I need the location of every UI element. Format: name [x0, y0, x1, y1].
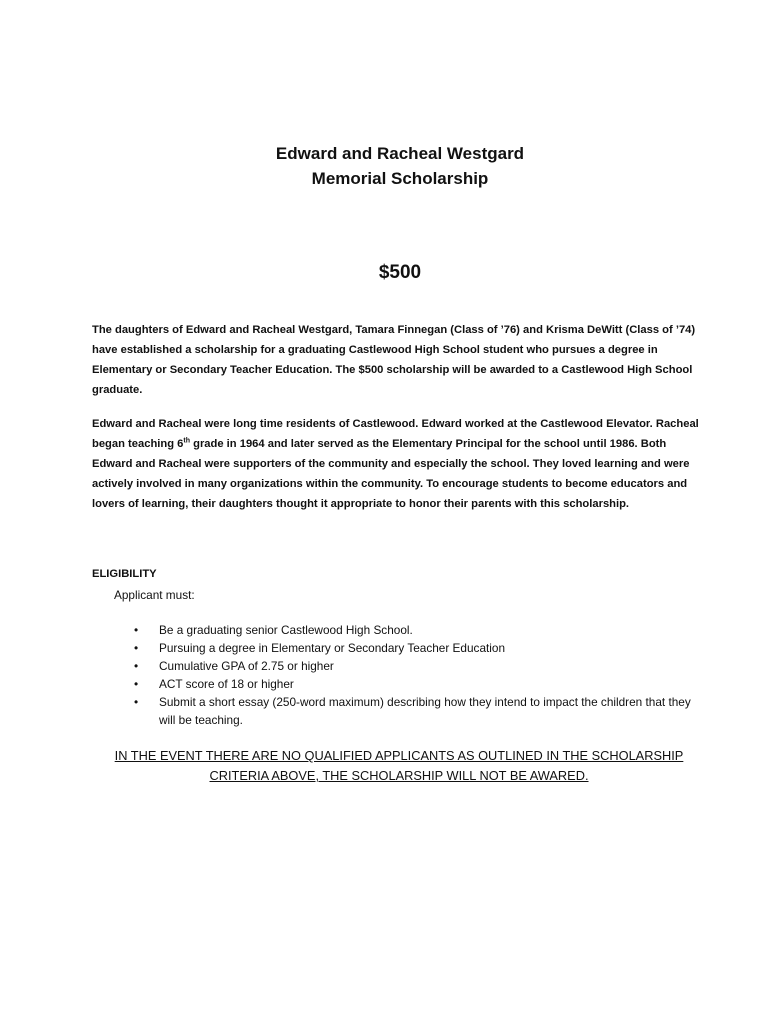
eligibility-intro: Applicant must: [114, 588, 195, 602]
ordinal-superscript: th [183, 437, 190, 445]
requirement-text: Pursuing a degree in Elementary or Secondary Teacher Education [159, 641, 506, 655]
requirement-text: ACT score of 18 or higher [159, 677, 294, 691]
requirement-text: Cumulative GPA of 2.75 or higher [159, 659, 334, 673]
page-title [0, 141, 770, 191]
list-item [134, 639, 704, 657]
no-award-notice: IN THE EVENT THERE ARE NO QUALIFIED APPLICANTS AS OUTLINED IN THE SCHOLARSHIP CRITERIA ABOVE, THE SCHOLARSHIP WILL NOT BE AWARED. [114, 748, 684, 783]
scholarship-amount: $500 [378, 262, 422, 283]
requirement-text: Be a graduating senior Castlewood High School. [159, 623, 413, 637]
bullet-icon: • [134, 623, 139, 637]
list-item [134, 621, 704, 639]
eligibility-heading: ELIGIBILITY [92, 568, 157, 580]
background-text-end: grade in 1964 and later served as the Elementary Principal for the school until 1986. Both Edward and Racheal were supporters of the community and especially the school. They loved learning and were actively involved in many organizations within the community. To encourage students to become educators and lovers of learning, their daughters thought it appropriate to honor their parents with this scholarship. [92, 438, 690, 510]
bullet-icon: • [134, 677, 139, 691]
bullet-icon: • [134, 641, 139, 655]
bullet-icon: • [134, 695, 139, 709]
list-item [134, 675, 704, 693]
title-line-2: Memorial Scholarship [311, 169, 489, 188]
background-text-start: Edward and Racheal were long time residents of Castlewood. Edward worked at the Castlewood Elevator. Racheal began teaching 6 [92, 418, 699, 450]
list-item [134, 657, 704, 675]
background-paragraph [92, 414, 704, 514]
intro-paragraph: The daughters of Edward and Racheal Westgard, Tamara Finnegan (Class of ’76) and Krisma DeWitt (Class of ’74) have established a scholarship for a graduating Castlewood High School student who pursues a degree in Elementary or Secondary Teacher Education. The $500 scholarship will be awarded to a Castlewood High School graduate. [92, 324, 696, 396]
list-item [134, 693, 704, 729]
title-line-1: Edward and Racheal Westgard [275, 144, 525, 163]
bullet-icon: • [134, 659, 139, 673]
requirement-text: Submit a short essay (250-word maximum) describing how they intend to impact the children that they will be teaching. [159, 695, 691, 727]
requirements-list [134, 621, 704, 729]
